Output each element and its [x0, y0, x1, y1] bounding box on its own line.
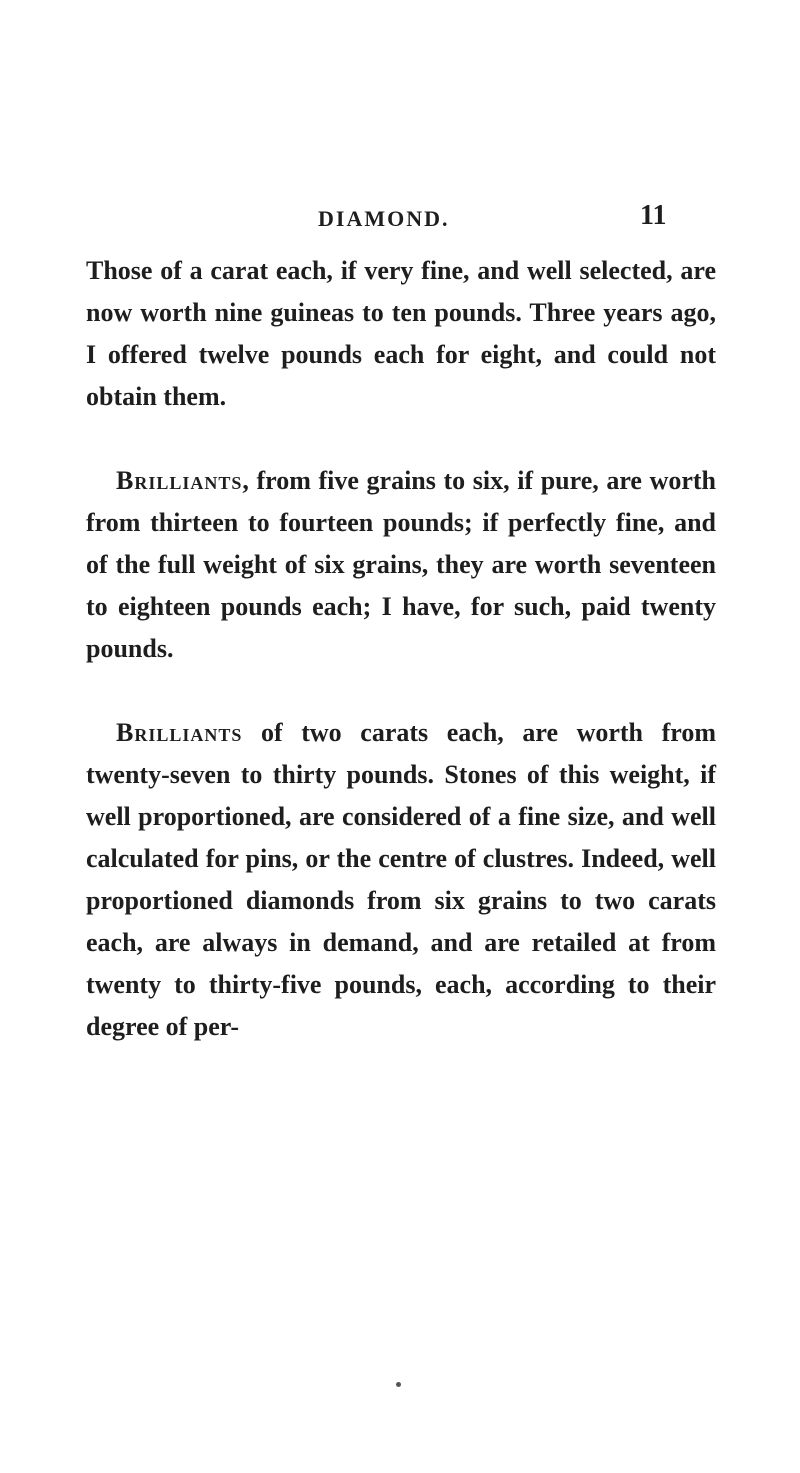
- paragraph-carat-prices: [86, 250, 716, 418]
- body-text: [86, 250, 716, 1048]
- running-head: [0, 200, 800, 240]
- paragraph-lead-word: Brilliants: [116, 718, 243, 747]
- printer-mark: [396, 1382, 401, 1387]
- paragraph-brilliants-grains: [86, 460, 716, 670]
- paragraph-lead-word: Brilliants: [116, 466, 243, 495]
- running-title: DIAMOND.: [318, 206, 450, 231]
- paragraph-brilliants-carats: [86, 712, 716, 1048]
- paragraph-text: of two carats each, are worth from twenty-seven to thirty pounds. Stones of this weight, if well proportioned, are considered of a fine size, and well calculated for pins, or the centre of clustres. Indeed, well proportioned diamonds from six grains to two carats each, are always in demand, and are retailed at from twenty to thirty-five pounds, each, according to their degree of per-: [86, 718, 716, 1041]
- page-number: 11: [640, 200, 667, 231]
- paragraph-text: , from five grains to six, if pure, are worth from thirteen to fourteen pounds; if perfectly fine, and of the full weight of six grains, they are worth seventeen to eighteen pounds each; I have, for such, paid twenty pounds.: [86, 466, 716, 663]
- paragraph-text: Those of a carat each, if very fine, and well selected, are now worth nine guineas to ten pounds. Three years ago, I offered twelve pounds each for eight, and could not obtain them.: [86, 256, 716, 411]
